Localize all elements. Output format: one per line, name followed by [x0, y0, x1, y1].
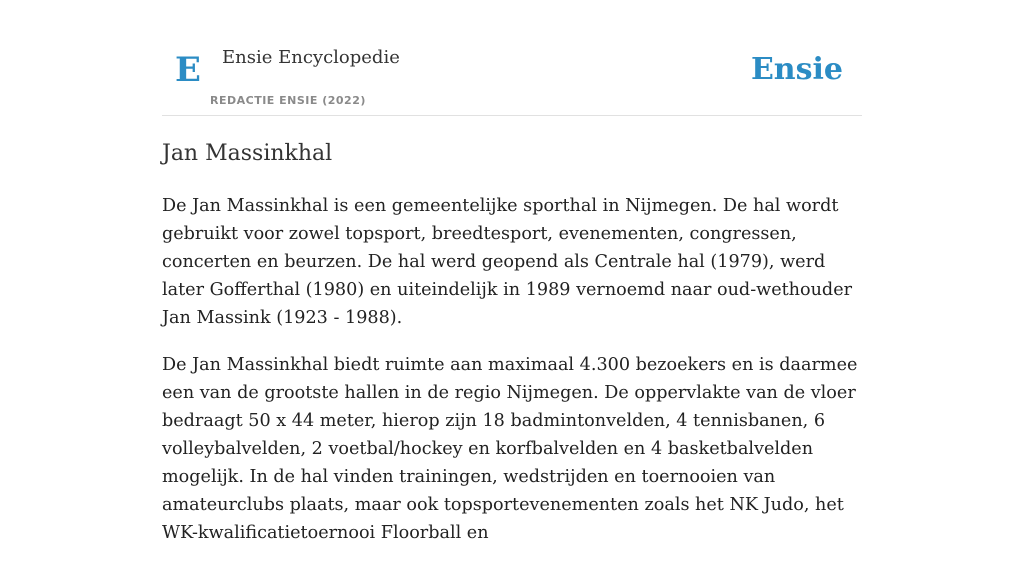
- site-header: [162, 0, 862, 116]
- brand-logo[interactable]: Ensie: [750, 52, 843, 87]
- page-container: [162, 0, 862, 543]
- article-paragraph: De Jan Massinkhal biedt ruimte aan maximaal 4.300 bezoekers en is daarmee een van de grootste hallen in de regio Nijmegen. De oppervlakte van de vloer bedraagt 50 x 44 meter, hierop zijn 18 badmintonvelden, 4 tennisbanen, 6 volleybalvelden, 2 voetbal/hockey en korfbalvelden en 4 basketbalvelden mogelijk. In de hal vinden trainingen, wedstrijden en toernooien van amateurclubs plaats, maar ook topsportevenementen zoals het NK Judo, het WK-kwalificatietoernooi Floorball en: [162, 355, 858, 543]
- article-title: Jan Massinkhal: [162, 141, 333, 166]
- ensie-logo-icon[interactable]: E: [175, 50, 201, 90]
- site-name[interactable]: Ensie Encyclopedie: [222, 47, 400, 68]
- author-byline: REDACTIE ENSIE (2022): [210, 94, 366, 107]
- article-body: [162, 192, 862, 566]
- article-paragraph: De Jan Massinkhal is een gemeentelijke sporthal in Nijmegen. De hal wordt gebruikt voor zowel topsport, breedtesport, evenementen, congressen, concerten en beurzen. De hal werd geopend als Centrale hal (1979), werd later Gofferthal (1980) en uiteindelijk in 1989 vernoemd naar oud-wethouder Jan Massink (1923 - 1988).: [162, 196, 853, 328]
